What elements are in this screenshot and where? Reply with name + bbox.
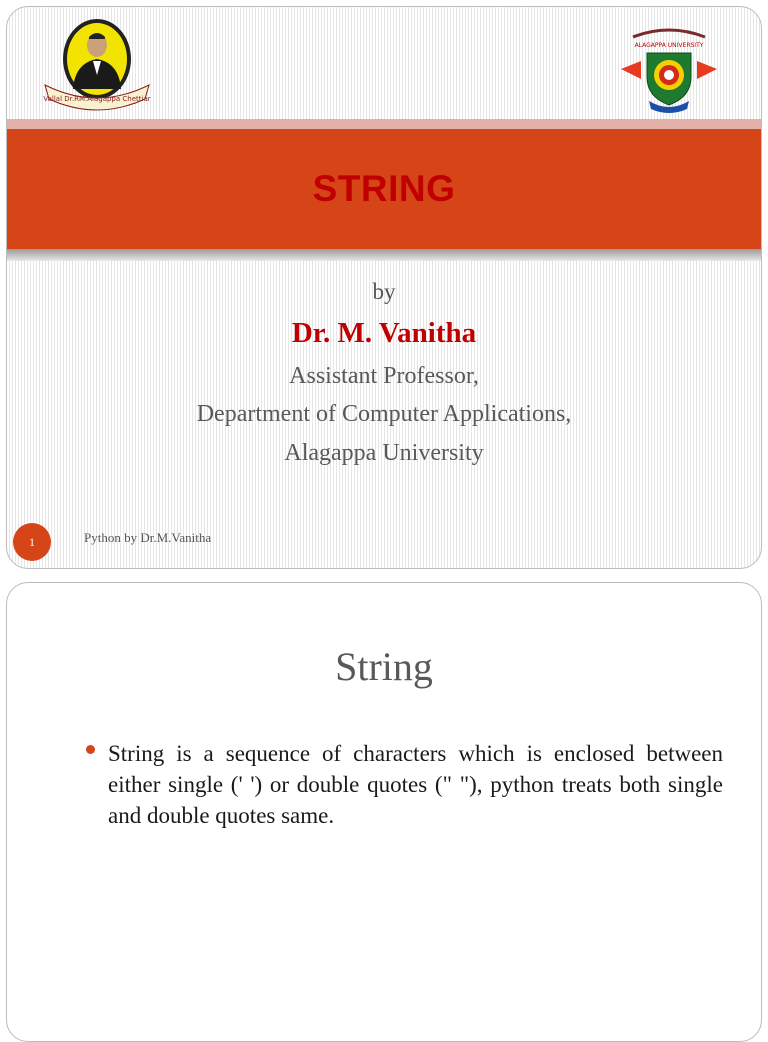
founder-portrait-logo — [37, 15, 157, 119]
author-university: Alagappa University — [284, 440, 484, 466]
title-slide — [6, 6, 762, 569]
author-name: Dr. M. Vanitha — [291, 317, 477, 349]
slide-footer: Python by Dr.M.Vanitha — [84, 530, 212, 545]
logo-left-caption: Vallal Dr.RM.Alagappa Chettiar — [43, 95, 151, 103]
slide-number-badge — [13, 523, 51, 561]
slide-title: String — [335, 644, 433, 689]
author-department: Department of Computer Applications, — [196, 401, 572, 427]
slide-number: 1 — [29, 534, 35, 549]
by-label: by — [372, 279, 396, 304]
bullet-item: String is a sequence of characters which is enclosed between either single (' ') or double quotes (" "), python treats both single and double quotes same. — [108, 741, 723, 828]
slide-title: STRING — [312, 168, 456, 209]
content-slide — [6, 582, 762, 1042]
author-role: Assistant Professor, — [289, 363, 479, 389]
title-band-top-stripe — [7, 119, 761, 129]
bullet-dot-icon — [86, 745, 95, 754]
logo-right-caption: ALAGAPPA UNIVERSITY — [634, 42, 704, 49]
university-emblem-logo — [619, 17, 719, 117]
title-band — [7, 129, 761, 249]
title-band-shadow — [7, 249, 761, 261]
